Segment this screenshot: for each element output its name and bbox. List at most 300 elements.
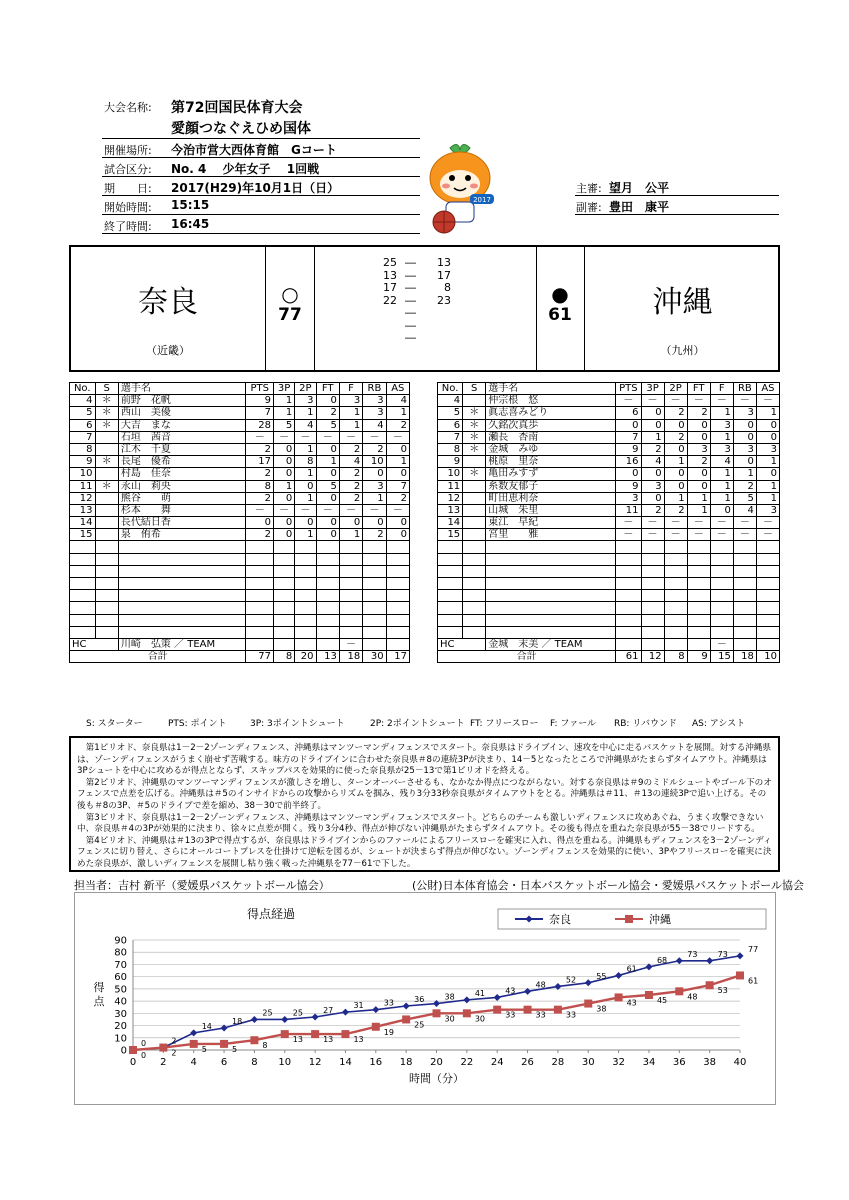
data-point <box>706 957 713 964</box>
data-point <box>736 971 744 979</box>
player-cell: 4 <box>438 395 463 407</box>
player-cell: 16 <box>616 456 641 468</box>
column-header: FT <box>687 383 710 395</box>
data-point <box>190 1040 198 1048</box>
player-cell: 9 <box>616 443 641 455</box>
total-cell: 12 <box>641 651 664 663</box>
player-cell: 2 <box>339 443 362 455</box>
x-tick-label: 40 <box>733 1057 747 1068</box>
data-label: 33 <box>505 1010 516 1020</box>
player-cell: 1 <box>316 456 339 468</box>
data-point <box>281 1016 288 1023</box>
legend-pts: PTS: ポイント <box>168 719 227 729</box>
player-cell: 2 <box>246 468 274 480</box>
data-point <box>676 957 683 964</box>
data-point <box>493 1006 501 1014</box>
match-value: No. 4 少年女子 1回戦 <box>171 162 320 176</box>
period-row <box>371 269 481 281</box>
y-tick-label: 30 <box>114 1008 127 1020</box>
data-label: 52 <box>565 975 577 985</box>
player-row <box>438 517 780 529</box>
player-row <box>70 419 410 431</box>
player-cell: 0 <box>616 419 641 431</box>
x-tick-label: 24 <box>490 1057 504 1068</box>
player-cell: － <box>339 431 362 443</box>
hc-name: 金城 末美 ／ TEAM <box>486 638 616 650</box>
player-cell: 3 <box>339 395 362 407</box>
data-label: 36 <box>414 995 425 1004</box>
x-tick-label: 38 <box>703 1057 717 1068</box>
data-label: 25 <box>292 1008 303 1018</box>
total-cell: 20 <box>295 651 316 663</box>
data-label: 13 <box>323 1035 334 1045</box>
player-cell: 長代結日香 <box>118 517 246 529</box>
data-point <box>311 1030 319 1038</box>
player-cell: 0 <box>316 443 339 455</box>
total-cell: 10 <box>756 651 779 663</box>
period-away-score: 13 <box>437 256 451 269</box>
player-cell: 12 <box>70 492 96 504</box>
hc-name: 川崎 弘策 ／ TEAM <box>118 638 246 650</box>
player-cell <box>95 492 118 504</box>
hc-label: HC <box>70 638 119 650</box>
empty-row <box>438 553 780 565</box>
empty-row <box>70 565 410 577</box>
player-cell: 0 <box>641 419 664 431</box>
player-cell <box>463 395 486 407</box>
player-cell: 2 <box>687 407 710 419</box>
player-cell: 5 <box>274 419 295 431</box>
data-label: 30 <box>444 1014 455 1024</box>
team-total-row <box>438 651 780 663</box>
player-cell: 6 <box>438 419 463 431</box>
event-name-line2: 愛顔つなぐえひめ国体 <box>171 121 311 137</box>
period-home-score: 22 <box>383 293 397 307</box>
player-cell: 0 <box>733 431 756 443</box>
player-cell: 1 <box>386 456 409 468</box>
x-axis-label: 時間（分） <box>409 1072 464 1085</box>
player-cell: － <box>733 395 756 407</box>
data-point <box>585 979 592 986</box>
player-cell: 0 <box>316 517 339 529</box>
data-label: 43 <box>505 986 516 996</box>
player-cell: 金城 みゆ <box>486 443 616 455</box>
data-point <box>675 987 683 995</box>
player-cell: 8 <box>438 443 463 455</box>
column-header: S <box>463 383 486 395</box>
player-cell: 3 <box>295 395 316 407</box>
player-cell: 4 <box>386 395 409 407</box>
player-row <box>438 431 780 443</box>
data-label: 48 <box>535 980 546 990</box>
empty-row <box>70 602 410 614</box>
player-cell: － <box>733 517 756 529</box>
player-cell: 4 <box>295 419 316 431</box>
empty-row <box>438 626 780 638</box>
player-cell: 4 <box>70 395 96 407</box>
player-cell: 2 <box>339 492 362 504</box>
data-label: 61 <box>626 964 637 974</box>
legend-ft: FT: フリースロー <box>470 719 539 729</box>
player-cell: 0 <box>616 468 641 480</box>
player-cell: 7 <box>246 407 274 419</box>
match-label: 試合区分: <box>104 163 152 176</box>
y-tick-label: 20 <box>114 1021 127 1033</box>
event-label: 大会名称: <box>104 101 152 114</box>
player-cell: 1 <box>710 407 733 419</box>
period-dash: ― <box>405 281 416 294</box>
team-total-row <box>70 651 410 663</box>
period-row <box>371 294 481 306</box>
player-cell: 大吉 まな <box>118 419 246 431</box>
period-dash: ― <box>405 331 416 344</box>
player-cell: 0 <box>710 504 733 516</box>
legend-f: F: ファール <box>550 719 597 729</box>
player-cell: 17 <box>246 456 274 468</box>
player-cell: 0 <box>386 529 409 541</box>
player-cell: － <box>733 529 756 541</box>
data-point <box>554 1006 562 1014</box>
data-point <box>250 1036 258 1044</box>
venue-value: 今治市営大西体育館 Gコート <box>171 143 337 157</box>
player-cell: 3 <box>756 504 779 516</box>
data-point <box>342 1009 349 1016</box>
data-label: 13 <box>292 1035 303 1045</box>
data-label: 5 <box>201 1044 207 1054</box>
player-row <box>70 431 410 443</box>
y-axis-label: 点 <box>93 995 105 1008</box>
player-cell: 1 <box>295 407 316 419</box>
player-cell: － <box>295 431 316 443</box>
total-cell: 61 <box>616 651 641 663</box>
column-header: 選手名 <box>486 383 616 395</box>
period-dash: ― <box>405 306 416 319</box>
player-cell: 0 <box>687 419 710 431</box>
data-point <box>372 1023 380 1031</box>
player-cell: 1 <box>664 456 687 468</box>
head-coach-row: HC 金城 末美 ／ TEAM － <box>438 638 780 650</box>
player-cell: 2 <box>363 529 386 541</box>
player-cell: 2 <box>339 468 362 480</box>
player-cell: 前野 花帆 <box>118 395 246 407</box>
player-cell: 0 <box>246 517 274 529</box>
column-header: PTS <box>616 383 641 395</box>
player-cell: 2 <box>733 480 756 492</box>
player-cell: 0 <box>295 480 316 492</box>
data-point <box>312 1014 319 1021</box>
player-cell: 5 <box>316 480 339 492</box>
player-cell: 0 <box>363 468 386 480</box>
empty-row <box>438 578 780 590</box>
player-row <box>438 480 780 492</box>
player-cell: 12 <box>438 492 463 504</box>
player-cell: 仲宗根 悠 <box>486 395 616 407</box>
referee1-label: 主審: <box>576 182 602 195</box>
column-header: S <box>95 383 118 395</box>
player-cell: 東江 早紀 <box>486 517 616 529</box>
player-row <box>438 529 780 541</box>
period-home-score: 25 <box>383 256 397 269</box>
player-cell: 0 <box>316 529 339 541</box>
data-point <box>129 1046 137 1054</box>
player-cell: 0 <box>756 468 779 480</box>
data-label: 2 <box>171 1048 177 1058</box>
data-point <box>737 952 744 959</box>
player-cell: ＊ <box>463 431 486 443</box>
player-cell: 0 <box>641 468 664 480</box>
player-cell: 1 <box>710 431 733 443</box>
period-row <box>371 256 481 268</box>
data-point <box>433 1009 441 1017</box>
player-cell: 1 <box>687 504 710 516</box>
player-cell: 6 <box>70 419 96 431</box>
player-cell: 1 <box>339 407 362 419</box>
player-cell: 13 <box>438 504 463 516</box>
data-label: 25 <box>414 1020 425 1030</box>
player-cell: 14 <box>70 517 96 529</box>
table-header-row <box>438 383 780 395</box>
period-row <box>371 306 481 318</box>
player-cell: 泉 侑希 <box>118 529 246 541</box>
data-point <box>190 1029 197 1036</box>
player-cell: － <box>363 431 386 443</box>
player-cell: 3 <box>616 492 641 504</box>
player-row <box>438 407 780 419</box>
player-cell: 3 <box>733 443 756 455</box>
y-tick-label: 90 <box>114 935 127 947</box>
player-cell: － <box>756 529 779 541</box>
player-cell: 永山 莉央 <box>118 480 246 492</box>
data-label: 0 <box>141 1039 147 1048</box>
player-cell: 1 <box>295 529 316 541</box>
player-cell: ＊ <box>95 419 118 431</box>
venue-label: 開催場所: <box>104 144 152 157</box>
player-cell: 1 <box>710 492 733 504</box>
data-point <box>615 972 622 979</box>
chart-title: 得点経過 <box>246 907 296 921</box>
player-cell: 15 <box>70 529 96 541</box>
player-cell: 眞志喜みどり <box>486 407 616 419</box>
player-row <box>438 456 780 468</box>
data-label: 2 <box>171 1036 177 1046</box>
data-label: 53 <box>717 986 728 996</box>
empty-row <box>438 590 780 602</box>
total-cell: 77 <box>246 651 274 663</box>
player-cell: 0 <box>641 407 664 419</box>
player-cell: 10 <box>363 456 386 468</box>
player-cell: 0 <box>274 468 295 480</box>
home-player-table <box>69 382 410 663</box>
data-label: 77 <box>748 944 759 954</box>
data-label: 0 <box>141 1051 147 1060</box>
y-tick-label: 50 <box>114 984 127 996</box>
event-name-line1: 第72回国民体育大会 <box>171 100 303 116</box>
player-cell: － <box>641 517 664 529</box>
x-tick-label: 28 <box>551 1057 565 1068</box>
referee1-value: 望月 公平 <box>609 181 670 195</box>
data-label: 18 <box>232 1017 243 1026</box>
column-header: RB <box>733 383 756 395</box>
player-cell: 2 <box>641 504 664 516</box>
column-header: PTS <box>246 383 274 395</box>
player-cell: 宮里 雅 <box>486 529 616 541</box>
player-cell: 亀田みすず <box>486 468 616 480</box>
player-cell: 7 <box>386 480 409 492</box>
player-cell <box>463 517 486 529</box>
player-cell: － <box>710 517 733 529</box>
player-cell: ＊ <box>463 419 486 431</box>
x-tick-label: 8 <box>251 1057 258 1068</box>
player-cell: 0 <box>386 517 409 529</box>
player-cell: 15 <box>438 529 463 541</box>
player-cell: 3 <box>756 443 779 455</box>
data-label: 13 <box>353 1035 364 1045</box>
player-cell: － <box>386 431 409 443</box>
period-away-score: 8 <box>444 281 451 294</box>
data-point <box>251 1016 258 1023</box>
player-cell: ＊ <box>95 456 118 468</box>
legend-label: 奈良 <box>549 913 571 926</box>
player-cell: 2 <box>641 443 664 455</box>
period-row <box>371 331 481 343</box>
player-cell: 28 <box>246 419 274 431</box>
player-cell: 0 <box>664 480 687 492</box>
player-cell: 2 <box>316 407 339 419</box>
period-row <box>371 319 481 331</box>
data-label: 14 <box>201 1021 212 1031</box>
x-tick-label: 10 <box>278 1057 292 1068</box>
period-home-score: 17 <box>383 281 397 294</box>
total-cell: 8 <box>664 651 687 663</box>
player-cell: 5 <box>316 419 339 431</box>
legend-marker <box>625 915 633 923</box>
period-dash: ― <box>405 293 416 307</box>
player-cell: － <box>616 395 641 407</box>
table-header-row <box>70 383 410 395</box>
column-header: No. <box>70 383 96 395</box>
legend-rb: RB: リバウンド <box>614 719 678 729</box>
column-header: FT <box>316 383 339 395</box>
mascot-illustration <box>420 140 500 235</box>
player-cell: ＊ <box>95 395 118 407</box>
player-cell: 瀬長 杏南 <box>486 431 616 443</box>
player-cell: 1 <box>339 529 362 541</box>
legend-starter: S: スターター <box>86 719 143 729</box>
player-cell: － <box>664 529 687 541</box>
x-tick-label: 36 <box>672 1057 686 1068</box>
player-cell: － <box>274 504 295 516</box>
hc-label: HC <box>438 638 486 650</box>
data-point <box>584 1000 592 1008</box>
data-point <box>220 1040 228 1048</box>
empty-row <box>70 578 410 590</box>
data-label: 33 <box>565 1010 577 1020</box>
player-cell: 1 <box>295 468 316 480</box>
player-cell: 3 <box>733 407 756 419</box>
player-cell: 4 <box>363 419 386 431</box>
player-cell: 0 <box>386 443 409 455</box>
away-team-name: 沖縄 <box>652 285 713 320</box>
commentary-q2: 第2ピリオド、沖縄県のマンツーマンディフェンスが激しさを増し、ターンオーバーさせるも、なかなか得点につながらない。対する奈良県は＃9のミドルシュートやゴール下のオフェンスで点差を広げる。沖縄県は＃5のインサイドからの攻撃からリズムを掴み、残り3分33秒奈良県がタイムアウトをとる。沖縄県は＃11、＃13の連続3Pで追い上げる。その後も＃8の3P、＃5のドライブで差を縮め、38－30で前半終了。 <box>77 777 772 811</box>
data-label: 68 <box>656 955 668 965</box>
player-row <box>438 504 780 516</box>
data-label: 19 <box>383 1027 394 1037</box>
legend-2p: 2P: 2ポイントシュート <box>370 719 465 729</box>
data-point <box>402 1015 410 1023</box>
data-label: 61 <box>748 976 759 986</box>
period-away-score: 23 <box>437 293 451 307</box>
home-result-mark: ○ <box>281 282 299 306</box>
player-cell: 9 <box>246 395 274 407</box>
y-tick-label: 40 <box>114 996 127 1008</box>
player-cell: 1 <box>756 492 779 504</box>
player-cell: － <box>363 504 386 516</box>
player-cell: 山城 朱里 <box>486 504 616 516</box>
y-tick-label: 10 <box>114 1033 127 1045</box>
y-tick-label: 60 <box>114 972 127 984</box>
start-label: 開始時間: <box>104 201 152 214</box>
player-cell: － <box>664 395 687 407</box>
player-cell: － <box>641 395 664 407</box>
data-label: 8 <box>262 1041 268 1051</box>
column-header: AS <box>386 383 409 395</box>
empty-row <box>70 590 410 602</box>
date-label: 期 日: <box>104 182 152 195</box>
player-cell <box>95 468 118 480</box>
y-axis-label: 得 <box>93 981 105 994</box>
player-cell: 5 <box>438 407 463 419</box>
player-cell: 0 <box>274 517 295 529</box>
player-cell: 1 <box>687 492 710 504</box>
y-tick-label: 80 <box>114 947 127 959</box>
player-cell <box>95 517 118 529</box>
player-cell: 1 <box>710 468 733 480</box>
player-cell: 2 <box>363 443 386 455</box>
player-cell: － <box>295 504 316 516</box>
total-cell: 8 <box>274 651 295 663</box>
data-label: 25 <box>262 1008 273 1018</box>
data-label: 30 <box>474 1014 486 1024</box>
legend-label: 沖縄 <box>649 913 671 926</box>
player-cell: 11 <box>616 504 641 516</box>
player-cell: 久銘次真歩 <box>486 419 616 431</box>
player-cell: 0 <box>339 517 362 529</box>
period-away-score: 17 <box>437 268 451 282</box>
total-label: 合計 <box>70 651 246 663</box>
data-label: 38 <box>596 1004 607 1014</box>
data-point <box>615 993 623 1001</box>
period-dash: ― <box>405 256 416 269</box>
data-point <box>706 981 714 989</box>
y-tick-label: 0 <box>120 1045 127 1057</box>
column-header: 3P <box>274 383 295 395</box>
player-cell: 8 <box>295 456 316 468</box>
player-cell: 2 <box>339 480 362 492</box>
away-total-score: 61 <box>548 305 572 325</box>
column-header: 選手名 <box>118 383 246 395</box>
end-label: 終了時間: <box>104 220 152 233</box>
data-label: 73 <box>687 949 698 959</box>
player-cell: 村島 佳奈 <box>118 468 246 480</box>
away-team-region: （九州） <box>660 344 705 357</box>
period-dash: ― <box>405 318 416 332</box>
player-cell: － <box>687 517 710 529</box>
player-cell: 桃原 里奈 <box>486 456 616 468</box>
x-tick-label: 34 <box>642 1057 656 1068</box>
score-box <box>69 245 780 372</box>
player-cell: － <box>316 431 339 443</box>
player-cell: ＊ <box>95 480 118 492</box>
